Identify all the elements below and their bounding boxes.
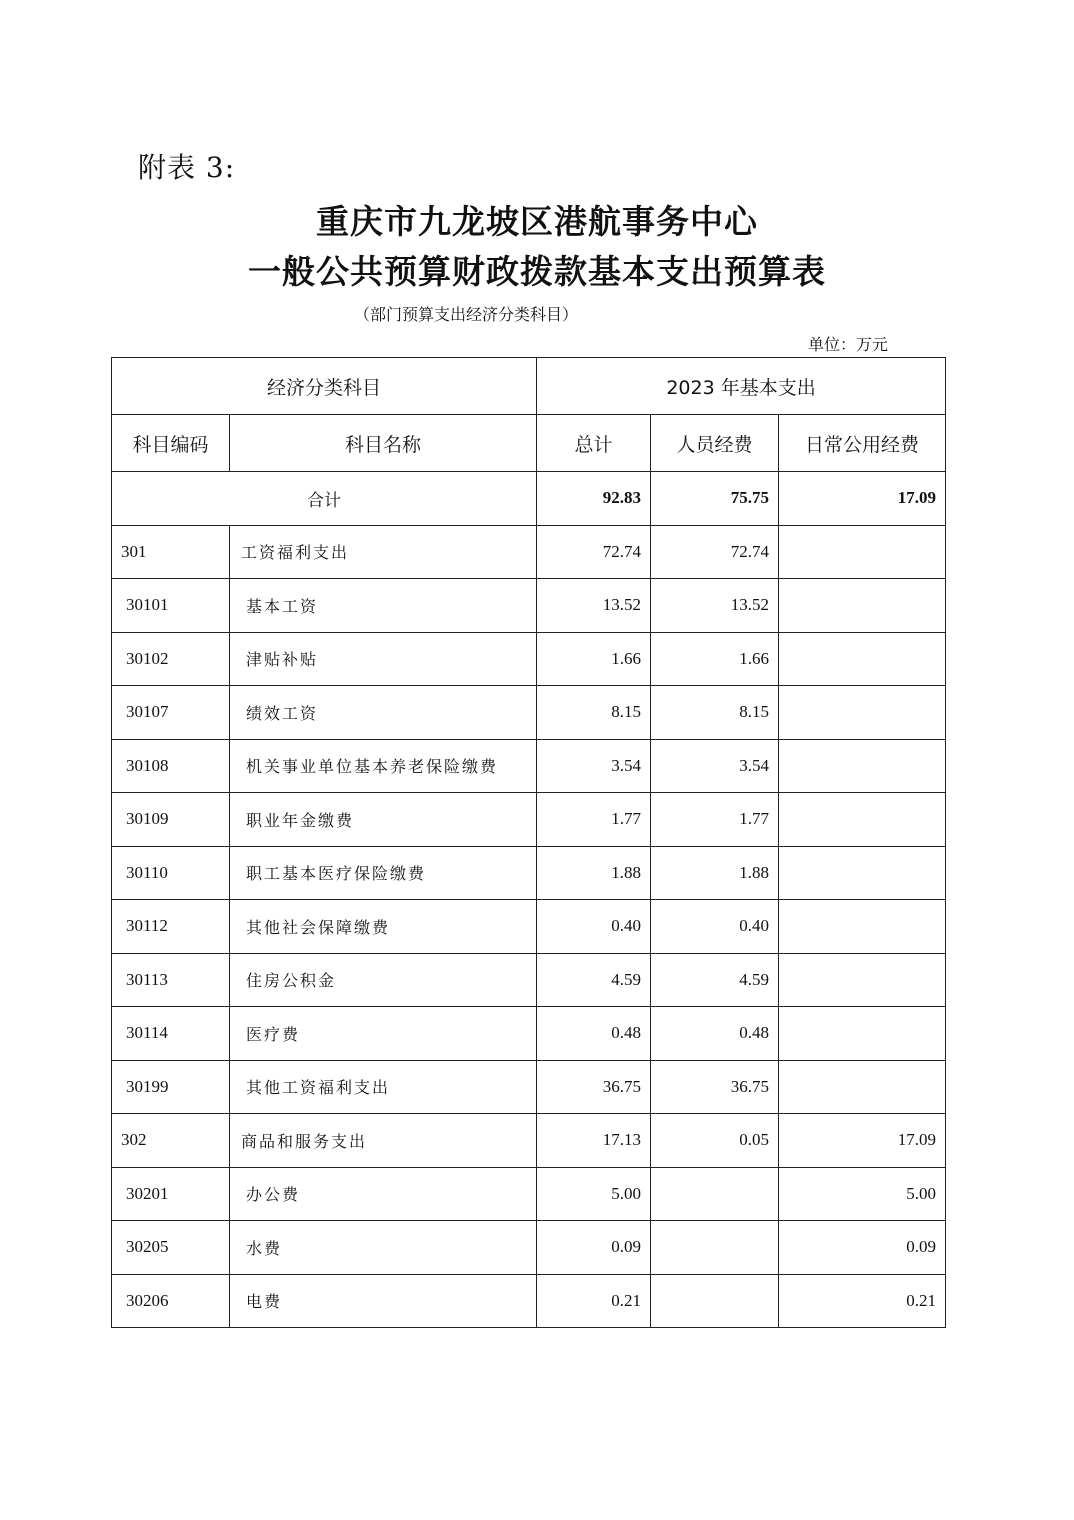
unit-label: 单位：万元	[808, 335, 889, 354]
row-total: 0.40	[537, 900, 651, 954]
row-code: 302	[112, 1114, 230, 1168]
row-name: 绩效工资	[230, 686, 537, 740]
table-row	[112, 1060, 946, 1114]
table-row	[112, 632, 946, 686]
table-row	[112, 1007, 946, 1061]
row-personnel: 3.54	[651, 739, 779, 793]
row-public	[779, 632, 946, 686]
row-public	[779, 525, 946, 579]
row-code: 301	[112, 525, 230, 579]
table-row	[112, 1114, 946, 1168]
row-personnel	[651, 1221, 779, 1275]
row-name: 办公费	[230, 1167, 537, 1221]
row-public	[779, 846, 946, 900]
table-row	[112, 793, 946, 847]
table-row	[112, 739, 946, 793]
row-code: 30108	[112, 739, 230, 793]
subtitle: （部门预算支出经济分类科目）	[354, 305, 579, 324]
header-personnel: 人员经费	[651, 415, 779, 472]
row-public	[779, 579, 946, 633]
row-total: 3.54	[537, 739, 651, 793]
row-personnel: 4.59	[651, 953, 779, 1007]
row-personnel: 1.77	[651, 793, 779, 847]
row-name: 住房公积金	[230, 953, 537, 1007]
row-total: 5.00	[537, 1167, 651, 1221]
row-personnel	[651, 1167, 779, 1221]
header-row-2	[112, 415, 946, 472]
table-row	[112, 846, 946, 900]
row-public: 0.21	[779, 1274, 946, 1328]
row-name: 水费	[230, 1221, 537, 1275]
budget-table	[111, 357, 946, 1328]
row-personnel: 1.66	[651, 632, 779, 686]
row-code: 30101	[112, 579, 230, 633]
total-cell-public: 17.09	[779, 472, 946, 526]
header-econ-class: 经济分类科目	[112, 358, 537, 415]
row-total: 13.52	[537, 579, 651, 633]
row-code: 30107	[112, 686, 230, 740]
table-row	[112, 686, 946, 740]
row-total: 17.13	[537, 1114, 651, 1168]
table-row	[112, 953, 946, 1007]
row-total: 1.77	[537, 793, 651, 847]
row-personnel: 72.74	[651, 525, 779, 579]
total-row	[112, 472, 946, 526]
row-code: 30102	[112, 632, 230, 686]
row-total: 36.75	[537, 1060, 651, 1114]
total-cell-total: 92.83	[537, 472, 651, 526]
row-name: 其他工资福利支出	[230, 1060, 537, 1114]
row-total: 4.59	[537, 953, 651, 1007]
row-name: 津贴补贴	[230, 632, 537, 686]
row-code: 30201	[112, 1167, 230, 1221]
header-year-basic: 2023 年基本支出	[537, 358, 946, 415]
row-name: 电费	[230, 1274, 537, 1328]
row-public	[779, 686, 946, 740]
table-row	[112, 579, 946, 633]
row-name: 机关事业单位基本养老保险缴费	[230, 739, 537, 793]
row-personnel: 1.88	[651, 846, 779, 900]
row-code: 30206	[112, 1274, 230, 1328]
row-code: 30205	[112, 1221, 230, 1275]
total-label: 合计	[112, 472, 537, 526]
header-code: 科目编码	[112, 415, 230, 472]
row-name: 医疗费	[230, 1007, 537, 1061]
row-code: 30114	[112, 1007, 230, 1061]
row-name: 商品和服务支出	[230, 1114, 537, 1168]
row-personnel: 13.52	[651, 579, 779, 633]
row-name: 职工基本医疗保险缴费	[230, 846, 537, 900]
row-public: 17.09	[779, 1114, 946, 1168]
row-personnel: 8.15	[651, 686, 779, 740]
row-total: 8.15	[537, 686, 651, 740]
row-code: 30113	[112, 953, 230, 1007]
row-total: 0.09	[537, 1221, 651, 1275]
row-public	[779, 1060, 946, 1114]
header-name: 科目名称	[230, 415, 537, 472]
row-total: 72.74	[537, 525, 651, 579]
attachment-label: 附表 3:	[138, 151, 236, 184]
total-cell-personnel: 75.75	[651, 472, 779, 526]
row-code: 30112	[112, 900, 230, 954]
row-name: 工资福利支出	[230, 525, 537, 579]
header-public: 日常公用经费	[779, 415, 946, 472]
row-code: 30109	[112, 793, 230, 847]
row-total: 1.88	[537, 846, 651, 900]
row-personnel	[651, 1274, 779, 1328]
row-personnel: 0.48	[651, 1007, 779, 1061]
table-row	[112, 1221, 946, 1275]
page-title-line2: 一般公共预算财政拨款基本支出预算表	[248, 252, 826, 291]
row-code: 30110	[112, 846, 230, 900]
row-personnel: 0.05	[651, 1114, 779, 1168]
row-public: 0.09	[779, 1221, 946, 1275]
header-total: 总计	[537, 415, 651, 472]
row-public	[779, 900, 946, 954]
row-public	[779, 739, 946, 793]
row-total: 0.48	[537, 1007, 651, 1061]
row-total: 1.66	[537, 632, 651, 686]
table-row	[112, 900, 946, 954]
row-code: 30199	[112, 1060, 230, 1114]
row-personnel: 36.75	[651, 1060, 779, 1114]
row-public	[779, 1007, 946, 1061]
table-row	[112, 1167, 946, 1221]
row-public	[779, 953, 946, 1007]
header-row-1	[112, 358, 946, 415]
table-row	[112, 1274, 946, 1328]
row-name: 职业年金缴费	[230, 793, 537, 847]
row-public: 5.00	[779, 1167, 946, 1221]
row-name: 其他社会保障缴费	[230, 900, 537, 954]
page-title: 重庆市九龙坡区港航事务中心	[316, 202, 758, 241]
row-personnel: 0.40	[651, 900, 779, 954]
table-row	[112, 525, 946, 579]
row-total: 0.21	[537, 1274, 651, 1328]
row-public	[779, 793, 946, 847]
row-name: 基本工资	[230, 579, 537, 633]
